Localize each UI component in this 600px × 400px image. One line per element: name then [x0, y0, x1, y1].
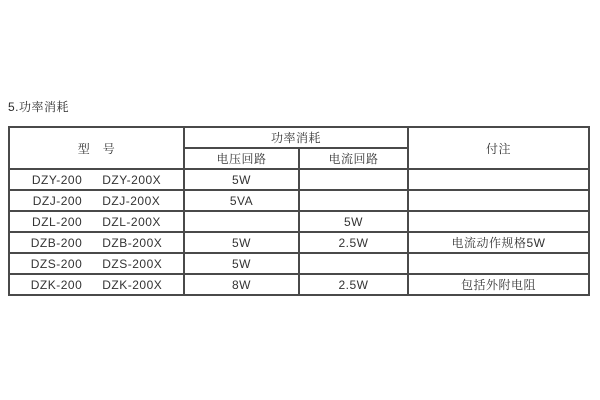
model-name-a: DZS-200: [30, 256, 83, 271]
header-cell-notes: 付注: [408, 127, 589, 169]
model-cell: [9, 232, 184, 253]
model-name-b: DZJ-200X: [102, 193, 161, 208]
model-name-b: DZS-200X: [102, 256, 163, 271]
voltage-value-cell: 5W: [184, 253, 299, 274]
voltage-value-cell: 5W: [184, 169, 299, 190]
model-cell: [9, 169, 184, 190]
current-value-cell: 2.5W: [299, 232, 408, 253]
model-pair: [10, 194, 183, 208]
model-name-a: DZL-200: [32, 214, 83, 229]
table-row: [9, 232, 589, 253]
note-cell: 包括外附电阻: [408, 274, 589, 295]
header-cell-model: 型 号: [9, 127, 184, 169]
section-heading: 5.功率消耗: [8, 100, 70, 114]
current-value-cell: 5W: [299, 211, 408, 232]
header-cell-current-circuit: 电流回路: [299, 148, 408, 169]
header-cell-power-group: 功率消耗: [184, 127, 408, 148]
voltage-value-cell: 5VA: [184, 190, 299, 211]
model-name-a: DZB-200: [30, 235, 83, 250]
model-pair: [10, 173, 183, 187]
voltage-value-cell: 5W: [184, 232, 299, 253]
voltage-value-cell: 8W: [184, 274, 299, 295]
note-cell: [408, 169, 589, 190]
table-row: [9, 169, 589, 190]
current-value-cell: [299, 169, 408, 190]
model-name-a: DZJ-200: [32, 193, 83, 208]
note-cell: [408, 253, 589, 274]
current-value-cell: [299, 253, 408, 274]
model-name-b: DZK-200X: [102, 277, 163, 292]
table-row: [9, 211, 589, 232]
model-pair: [10, 215, 183, 229]
power-consumption-table: [8, 126, 590, 296]
model-name-a: DZK-200: [30, 277, 83, 292]
model-pair: [10, 257, 183, 271]
header-row-top: [9, 127, 589, 148]
current-value-cell: 2.5W: [299, 274, 408, 295]
model-pair: [10, 278, 183, 292]
model-cell: [9, 190, 184, 211]
model-cell: [9, 274, 184, 295]
note-cell: [408, 211, 589, 232]
model-cell: [9, 211, 184, 232]
model-cell: [9, 253, 184, 274]
table-row: [9, 274, 589, 295]
model-name-b: DZB-200X: [102, 235, 163, 250]
note-cell: [408, 190, 589, 211]
table-body: [9, 127, 589, 295]
note-cell: 电流动作规格5W: [408, 232, 589, 253]
model-name-a: DZY-200: [31, 172, 83, 187]
voltage-value-cell: [184, 211, 299, 232]
model-name-b: DZY-200X: [102, 172, 162, 187]
model-pair: [10, 236, 183, 250]
table-row: [9, 253, 589, 274]
current-value-cell: [299, 190, 408, 211]
model-name-b: DZL-200X: [102, 214, 161, 229]
table-row: [9, 190, 589, 211]
header-cell-voltage-circuit: 电压回路: [184, 148, 299, 169]
